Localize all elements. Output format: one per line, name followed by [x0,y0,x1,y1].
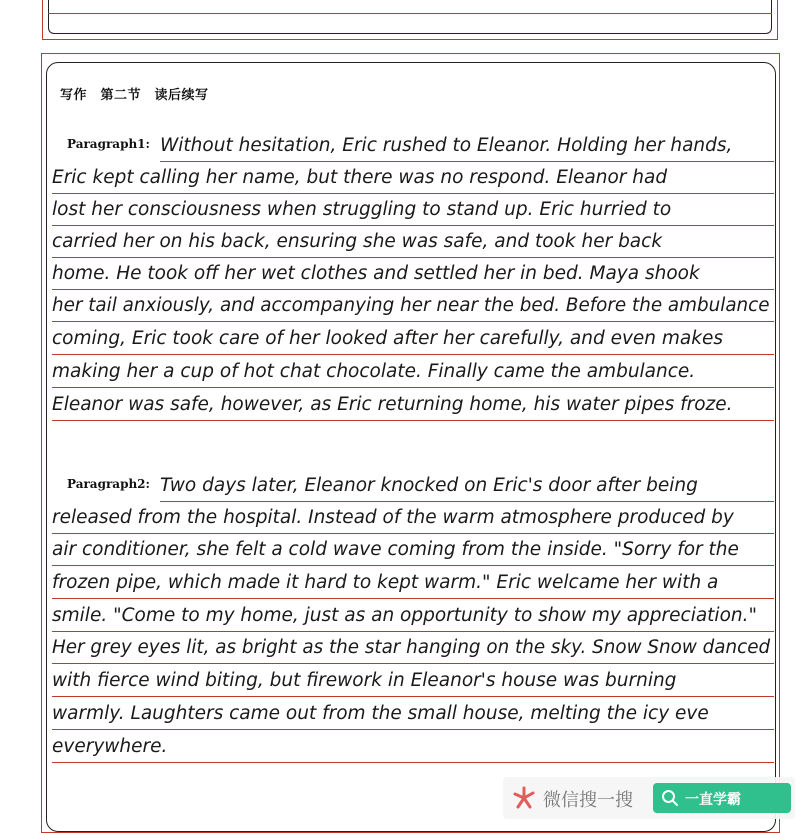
paragraph2-line-text: air conditioner, she felt a cold wave coming from the inside. "Sorry for the [52,539,739,560]
previous-section-ruled-line [48,13,772,14]
paragraph1-line-text: Eleanor was safe, however, as Eric returning home, his water pipes froze. [52,394,733,415]
paragraph2-line-text: Her grey eyes lit, as bright as the star hanging on the sky. Snow Snow danced [52,637,771,658]
paragraph1-line-text: her tail anxiously, and accompanying her near the bed. Before the ambulance [52,295,770,316]
paragraph1-line-text: making her a cup of hot chat chocolate. Finally came the ambulance. [52,361,696,382]
paragraph1-line [52,226,774,258]
previous-section-inner-border [48,0,772,34]
search-icon [661,789,679,807]
paragraph1-line [52,258,774,290]
paragraph1-line [160,130,774,162]
paragraph2-line-text: frozen pipe, which made it hard to kept warm." Eric welcame her with a [52,572,719,593]
search-account-button[interactable] [653,783,791,813]
paragraph1-line-text: carried her on his back, ensuring she was safe, and took her back [52,231,663,252]
previous-section-frame [42,0,778,40]
paragraph1-line [52,356,774,388]
paragraph1-line-text: Without hesitation, Eric rushed to Eleanor. Holding her hands, [160,135,733,156]
paragraph1-line-text: home. He took off her wet clothes and settled her in bed. Maya shook [52,263,700,284]
paragraph1-label: Paragraph1: [67,137,150,151]
paragraph2-label: Paragraph2: [67,477,150,491]
search-account-label: 一直学霸 [685,792,741,808]
paragraph2-line-text: with fierce wind biting, but firework in Eleanor's house was burning [52,670,677,691]
paragraph1-line [52,162,774,194]
paragraph1-line [52,290,774,322]
paragraph2-line [52,502,774,534]
paragraph2-line [52,567,774,599]
paragraph2-line [160,470,774,502]
paragraph1-line [52,194,774,226]
paragraph2-line [52,731,774,763]
section-title: 写作 第二节 读后续写 [60,88,209,103]
paragraph2-line-text: released from the hospital. Instead of the warm atmosphere produced by [52,507,734,528]
paragraph2-line [52,665,774,697]
paragraph2-line [52,600,774,632]
wechat-search-watermark[interactable] [503,777,795,819]
paragraph1-line [52,323,774,355]
paragraph1-line-text: coming, Eric took care of her looked after her carefully, and even makes [52,328,723,349]
wechat-search-logo-icon [511,785,537,811]
paragraph1-line [52,389,774,421]
paragraph1-line-text: lost her consciousness when struggling to stand up. Eric hurried to [52,199,672,220]
paragraph2-line-text: warmly. Laughters came out from the small house, melting the icy eve [52,703,709,724]
paragraph2-line [52,534,774,566]
paragraph1-line-text: Eric kept calling her name, but there was no respond. Eleanor had [52,167,668,188]
paragraph2-line-text: smile. "Come to my home, just as an opportunity to show my appreciation." [52,605,757,626]
paragraph2-line-text: Two days later, Eleanor knocked on Eric's door after being [160,475,698,496]
paragraph2-line [52,698,774,730]
paragraph2-line-text: everywhere. [52,736,168,757]
wechat-search-text: 微信搜一搜 [543,790,633,811]
paragraph2-line [52,632,774,664]
